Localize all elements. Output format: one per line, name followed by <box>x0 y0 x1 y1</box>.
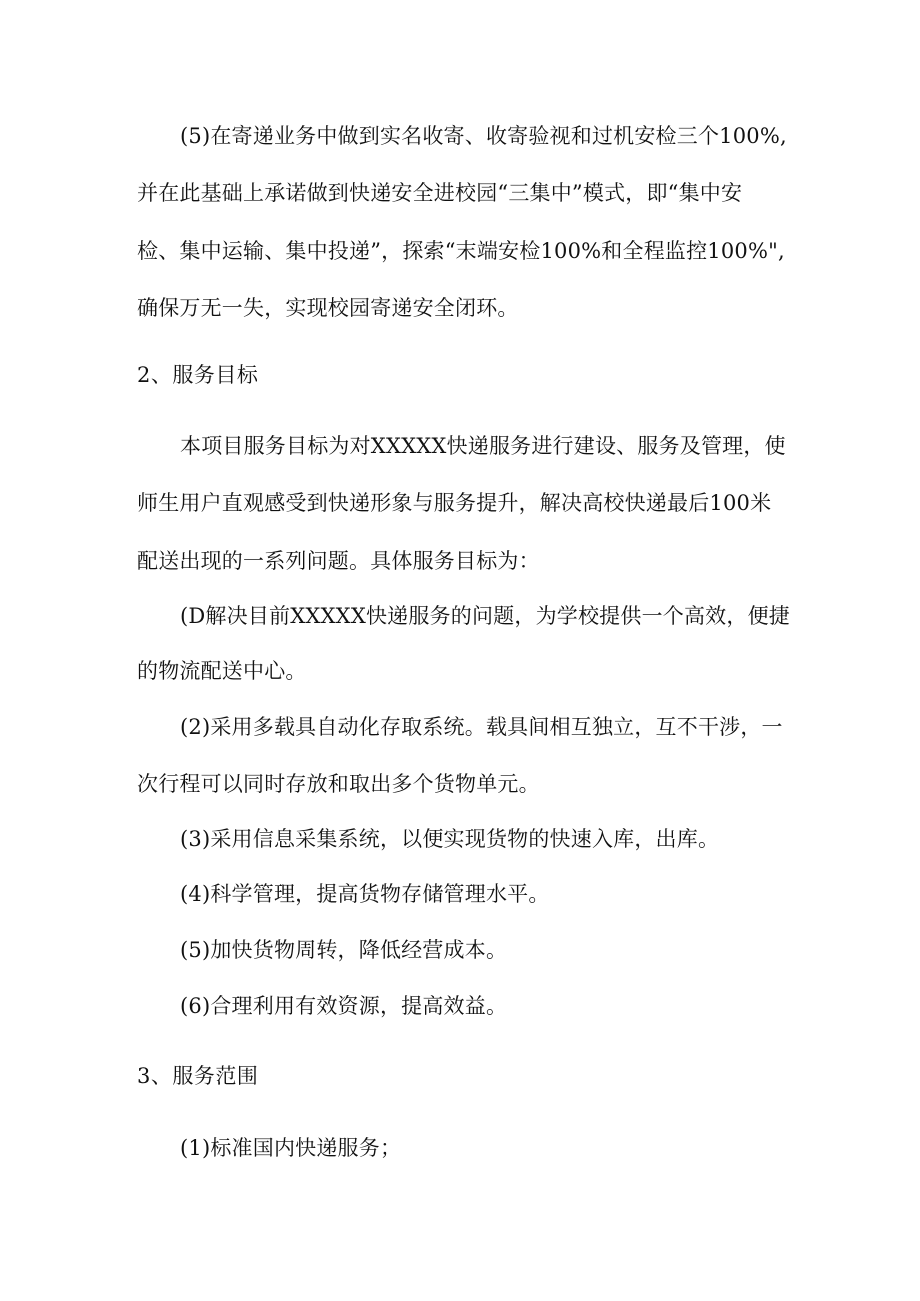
goal-item-2-line1: (2)采用多载具自动化存取系统。载具间相互独立，互不干涉，一 <box>180 715 783 739</box>
para1-line4: 确保万无一失，实现校园寄递安全闭环。 <box>137 296 519 320</box>
goal-item-1-line1: (D解决目前XXXXX快递服务的问题，为学校提供一个高效，便捷 <box>180 604 790 628</box>
para1-line3: 检、集中运输、集中投递”，探索“末端安检100%和全程监控100%", <box>137 239 785 263</box>
goal-item-3: (3)采用信息采集系统，以便实现货物的快速入库，出库。 <box>180 827 720 851</box>
section-heading-3: 3、服务范围 <box>137 1064 259 1088</box>
goal-item-5: (5)加快货物周转，降低经营成本。 <box>180 938 508 962</box>
goal-item-4: (4)科学管理，提高货物存储管理水平。 <box>180 882 550 906</box>
para1-line1: (5)在寄递业务中做到实名收寄、收寄验视和过机安检三个100%, <box>180 124 787 148</box>
goal-item-2-line2: 次行程可以同时存放和取出多个货物单元。 <box>137 772 540 796</box>
para2-line2: 师生用户直观感受到快递形象与服务提升，解决高校快递最后100米 <box>137 491 772 515</box>
para2-line1: 本项目服务目标为对XXXXX快递服务进行建设、服务及管理，使 <box>180 434 786 458</box>
goal-item-1-line2: 的物流配送中心。 <box>137 659 307 683</box>
goal-item-6: (6)合理利用有效资源，提高效益。 <box>180 994 508 1018</box>
para1-line2: 并在此基础上承诺做到快递安全进校园“三集中”模式，即“集中安 <box>137 181 743 205</box>
para2-line3: 配送出现的一系列问题。具体服务目标为： <box>137 549 540 573</box>
scope-item-1: (1)标准国内快递服务； <box>180 1136 402 1160</box>
section-heading-2: 2、服务目标 <box>137 363 259 387</box>
